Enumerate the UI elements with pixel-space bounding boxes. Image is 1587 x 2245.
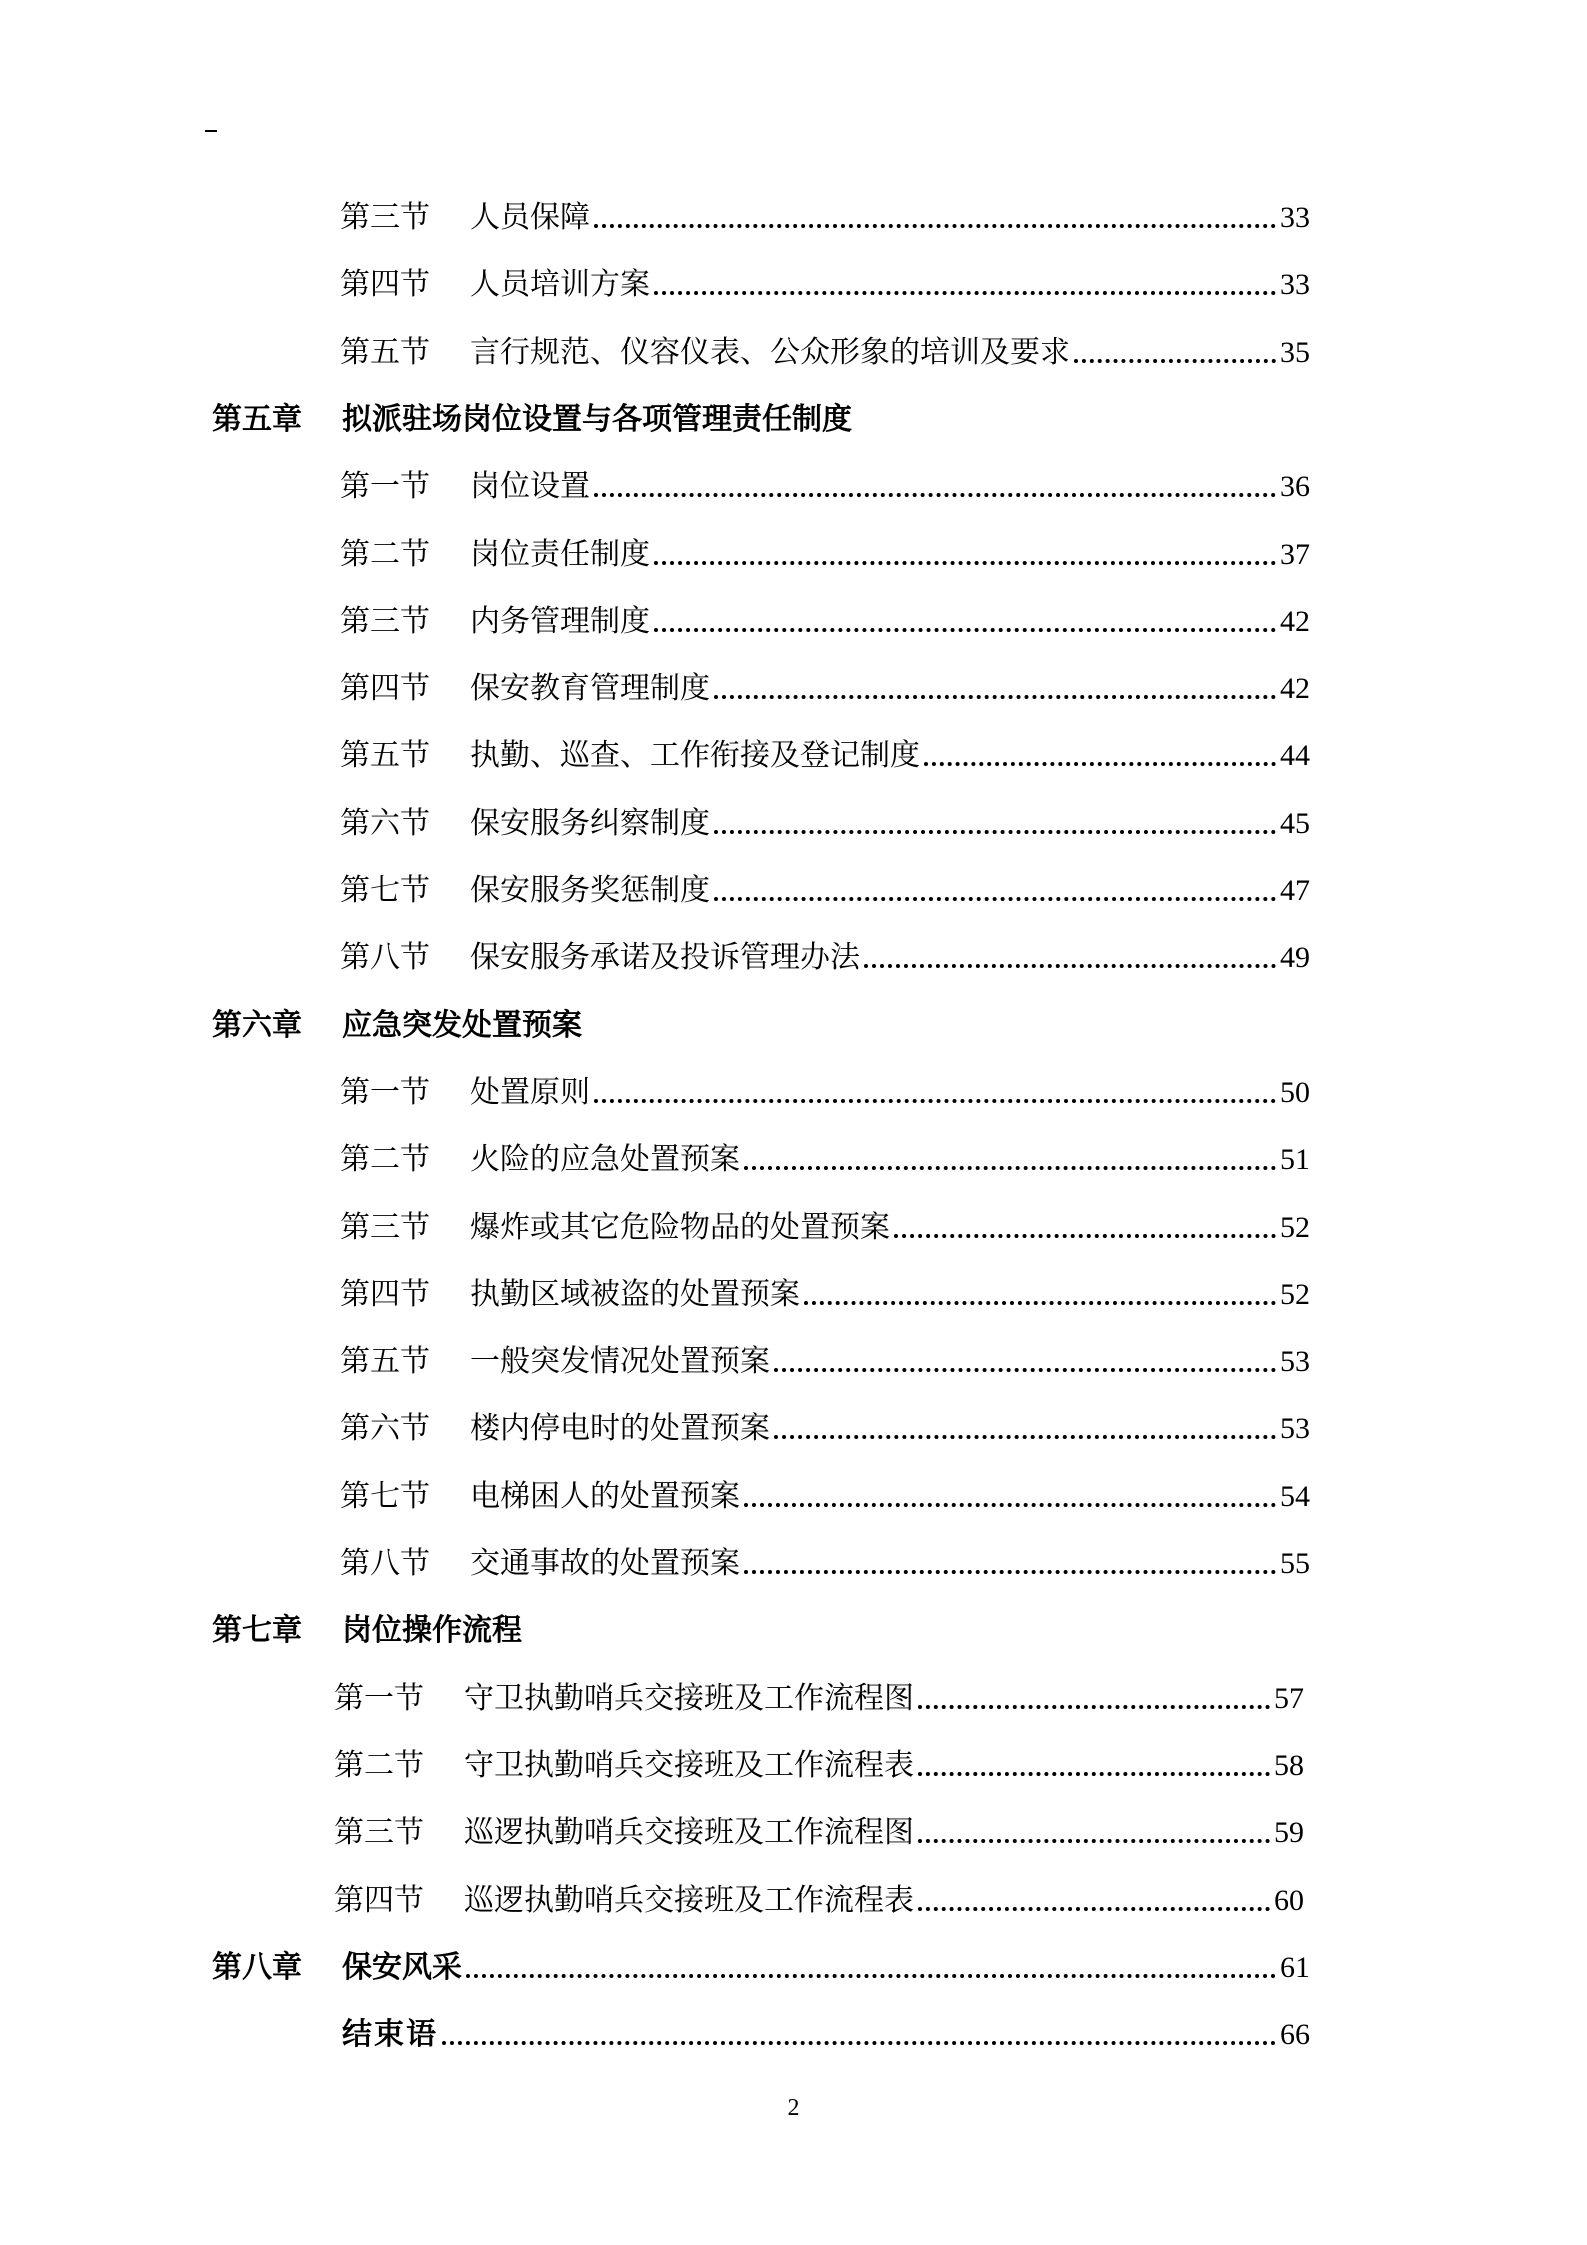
toc-number: 第六节 [340, 1411, 430, 1446]
toc-number: 第四节 [340, 1277, 430, 1312]
toc-title: 应急突发处置预案 [342, 1008, 582, 1043]
toc-number: 第四节 [340, 671, 430, 706]
toc-number: 第五节 [340, 335, 430, 370]
toc-dot-leader [894, 1234, 1276, 1238]
toc-page-number: 52 [1280, 1278, 1310, 1311]
toc-title: 执勤区域被盗的处置预案 [470, 1277, 800, 1312]
toc-title: 岗位设置 [470, 469, 590, 504]
toc-dot-leader [654, 628, 1276, 632]
toc-chapter[interactable] [212, 1006, 1310, 1046]
toc-page-number: 42 [1280, 605, 1310, 638]
toc-number: 第七节 [340, 1479, 430, 1514]
toc-title: 人员保障 [470, 200, 590, 235]
toc-number: 第七节 [340, 873, 430, 908]
toc-page-number: 53 [1280, 1345, 1310, 1378]
toc-page-number: 50 [1280, 1076, 1310, 1109]
toc-title: 结束语 [342, 2017, 438, 2052]
toc-dot-leader [594, 224, 1276, 228]
toc-page-number: 44 [1280, 739, 1310, 772]
toc-page-number: 55 [1280, 1547, 1310, 1580]
toc-section[interactable] [340, 804, 1310, 844]
toc-number: 第八节 [340, 940, 430, 975]
toc-page-number: 36 [1280, 470, 1310, 503]
toc-dot-leader [744, 1503, 1276, 1507]
toc-number: 第七章 [212, 1613, 302, 1648]
toc-dot-leader [594, 493, 1276, 497]
toc-page-number: 33 [1280, 201, 1310, 234]
toc-page-number: 47 [1280, 874, 1310, 907]
toc-section[interactable] [340, 467, 1310, 507]
toc-title: 一般突发情况处置预案 [470, 1344, 770, 1379]
toc-section[interactable] [340, 1208, 1310, 1248]
toc-number: 第一节 [340, 1075, 430, 1110]
toc-title: 巡逻执勤哨兵交接班及工作流程表 [464, 1883, 914, 1918]
toc-page-number: 33 [1280, 268, 1310, 301]
toc-number: 第二节 [340, 1142, 430, 1177]
toc-chapter[interactable] [212, 1611, 1310, 1651]
toc-chapter[interactable] [212, 1948, 1310, 1988]
toc-number: 第二节 [334, 1748, 424, 1783]
toc-dot-leader [594, 1099, 1276, 1103]
toc-section[interactable] [340, 333, 1310, 373]
toc-title: 保安风采 [342, 1950, 462, 1985]
toc-section[interactable] [340, 1409, 1310, 1449]
toc-title: 楼内停电时的处置预案 [470, 1411, 770, 1446]
toc-page-number: 59 [1274, 1816, 1304, 1849]
toc-title: 守卫执勤哨兵交接班及工作流程图 [464, 1681, 914, 1716]
toc-dot-leader [714, 695, 1276, 699]
page-number: 2 [787, 2095, 800, 2121]
toc-section[interactable] [340, 1342, 1310, 1382]
toc-page-number: 53 [1280, 1412, 1310, 1445]
toc-page-number: 61 [1280, 1951, 1310, 1984]
toc-number: 第三节 [340, 604, 430, 639]
toc-title: 保安服务纠察制度 [470, 806, 710, 841]
toc-page-number: 35 [1280, 336, 1310, 369]
toc-page-number: 52 [1280, 1211, 1310, 1244]
toc-dot-leader [654, 291, 1276, 295]
toc-section[interactable] [340, 938, 1310, 978]
toc-title: 火险的应急处置预案 [470, 1142, 740, 1177]
toc-number: 第八章 [212, 1950, 302, 1985]
toc-title: 内务管理制度 [470, 604, 650, 639]
toc-number: 第五节 [340, 738, 430, 773]
toc-section[interactable] [340, 1073, 1310, 1113]
toc-section[interactable] [334, 1746, 1304, 1786]
toc-title: 守卫执勤哨兵交接班及工作流程表 [464, 1748, 914, 1783]
toc-dot-leader [714, 830, 1276, 834]
toc-title: 言行规范、仪容仪表、公众形象的培训及要求 [470, 335, 1070, 370]
toc-dot-leader [918, 1907, 1270, 1911]
toc-title: 岗位责任制度 [470, 537, 650, 572]
toc-page-number: 45 [1280, 807, 1310, 840]
toc-number: 第五章 [212, 402, 302, 437]
toc-dot-leader [774, 1368, 1276, 1372]
toc-title: 保安教育管理制度 [470, 671, 710, 706]
toc-section[interactable] [334, 1813, 1304, 1853]
toc-dot-leader [654, 561, 1276, 565]
toc-section[interactable] [340, 1275, 1310, 1315]
toc-dot-leader [744, 1166, 1276, 1170]
toc-page-number: 42 [1280, 672, 1310, 705]
toc-section[interactable] [340, 265, 1310, 305]
toc-dot-leader [466, 1974, 1276, 1978]
toc-title: 处置原则 [470, 1075, 590, 1110]
toc-ending[interactable] [212, 2015, 1310, 2055]
toc-section[interactable] [340, 736, 1310, 776]
toc-number: 第一节 [340, 469, 430, 504]
toc-section[interactable] [340, 1140, 1310, 1180]
toc-dot-leader [1074, 359, 1276, 363]
toc-title: 执勤、巡查、工作衔接及登记制度 [470, 738, 920, 773]
toc-number: 第三节 [340, 200, 430, 235]
toc-dot-leader [918, 1772, 1270, 1776]
toc-number: 第八节 [340, 1546, 430, 1581]
toc-page-number: 37 [1280, 538, 1310, 571]
toc-section[interactable] [340, 669, 1310, 709]
toc-number: 第一节 [334, 1681, 424, 1716]
toc-section[interactable] [334, 1679, 1304, 1719]
toc-page-number: 49 [1280, 941, 1310, 974]
toc-section[interactable] [340, 198, 1310, 238]
toc-number: 第六节 [340, 806, 430, 841]
toc-title: 巡逻执勤哨兵交接班及工作流程图 [464, 1815, 914, 1850]
toc-number: 第三节 [340, 1210, 430, 1245]
toc-title: 人员培训方案 [470, 267, 650, 302]
toc-dot-leader [774, 1435, 1276, 1439]
toc-dot-leader [918, 1705, 1270, 1709]
toc-section[interactable] [340, 1544, 1310, 1584]
toc-dot-leader [714, 897, 1276, 901]
toc-number: 第五节 [340, 1344, 430, 1379]
toc-title: 岗位操作流程 [342, 1613, 522, 1648]
toc-dot-leader [924, 762, 1276, 766]
toc-dot-leader [864, 964, 1276, 968]
toc-number: 第四节 [340, 267, 430, 302]
toc-page-number: 66 [1280, 2018, 1310, 2051]
toc-section[interactable] [340, 535, 1310, 575]
toc-dot-leader [744, 1570, 1276, 1574]
toc-section[interactable] [340, 871, 1310, 911]
toc-number: 第二节 [340, 537, 430, 572]
toc-number: 第四节 [334, 1883, 424, 1918]
toc-section[interactable] [340, 602, 1310, 642]
toc-dot-leader [442, 2041, 1276, 2045]
toc-number: 第六章 [212, 1008, 302, 1043]
toc-dot-leader [804, 1301, 1276, 1305]
toc-page-number: 54 [1280, 1480, 1310, 1513]
toc-title: 电梯困人的处置预案 [470, 1479, 740, 1514]
toc-title: 保安服务承诺及投诉管理办法 [470, 940, 860, 975]
toc-page-number: 58 [1274, 1749, 1304, 1782]
toc-section[interactable] [340, 1477, 1310, 1517]
toc-title: 爆炸或其它危险物品的处置预案 [470, 1210, 890, 1245]
corner-mark [205, 130, 217, 132]
toc-dot-leader [918, 1839, 1270, 1843]
toc-number: 第三节 [334, 1815, 424, 1850]
toc-title: 拟派驻场岗位设置与各项管理责任制度 [342, 402, 852, 437]
toc-page-number: 51 [1280, 1143, 1310, 1176]
toc-page-number: 57 [1274, 1682, 1304, 1715]
toc-title: 保安服务奖惩制度 [470, 873, 710, 908]
toc-title: 交通事故的处置预案 [470, 1546, 740, 1581]
toc-chapter[interactable] [212, 400, 1310, 440]
toc-section[interactable] [334, 1881, 1304, 1921]
toc-page-number: 60 [1274, 1884, 1304, 1917]
